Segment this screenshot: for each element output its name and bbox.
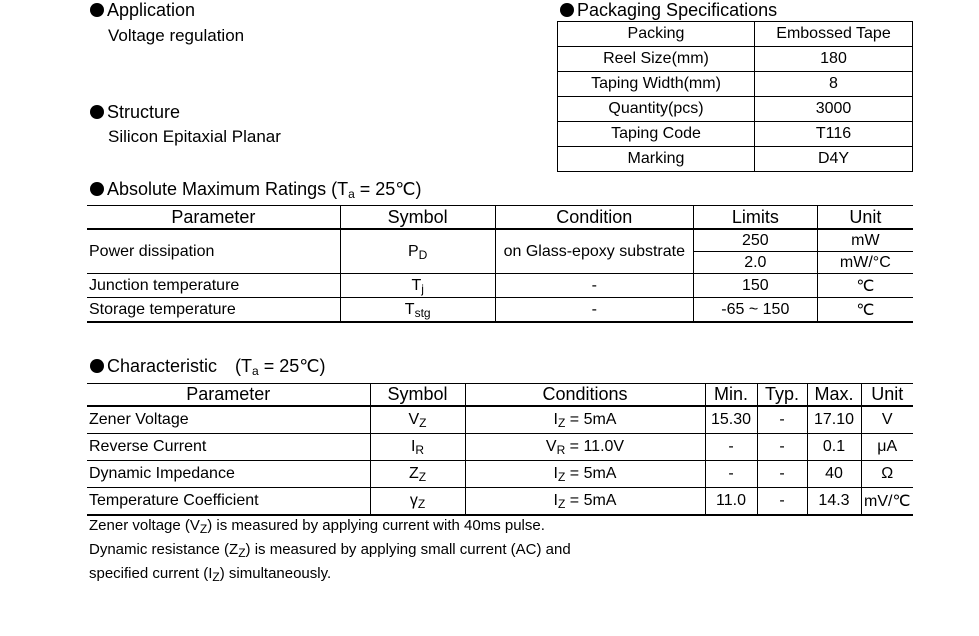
cell-limit: 2.0 [693, 252, 817, 274]
cell-typ: - [757, 461, 807, 488]
symbol-sub: Z [417, 497, 426, 511]
bullet-icon [560, 3, 574, 17]
symbol-main: P [408, 242, 419, 260]
characteristic-heading-text: Characteristic [107, 356, 218, 376]
cell-conditions [465, 434, 705, 461]
cell-min: - [705, 461, 757, 488]
cell-unit: V [861, 406, 913, 434]
abs-max-heading-suffix: = 25℃) [354, 179, 422, 199]
table-row [87, 461, 913, 488]
note-text: ) is measured by applying current with 40ms pulse. [207, 517, 545, 534]
cell-unit: Ω [861, 461, 913, 488]
symbol-sub: j [421, 281, 424, 296]
cell-max: 14.3 [807, 488, 861, 516]
cell-parameter: Zener Voltage [87, 406, 370, 434]
characteristic-heading [90, 356, 325, 376]
cell-min: 11.0 [705, 488, 757, 516]
cell-unit: ℃ [817, 274, 913, 298]
packaging-label: Taping Code [558, 122, 755, 147]
packaging-value: D4Y [755, 147, 913, 172]
packaging-value: 3000 [755, 97, 913, 122]
cell-parameter: Power dissipation [87, 229, 340, 274]
packaging-value: T116 [755, 122, 913, 147]
symbol-main: Z [408, 465, 419, 482]
table-row [87, 274, 913, 298]
abs-max-heading-text: Absolute Maximum Ratings (T [107, 179, 349, 199]
col-parameter: Parameter [87, 384, 370, 407]
cell-symbol [340, 274, 495, 298]
symbol-sub: stg [414, 305, 431, 320]
col-symbol: Symbol [340, 206, 495, 230]
note-text: Dynamic resistance (Z [89, 541, 239, 558]
packaging-label: Reel Size(mm) [558, 47, 755, 72]
cond-sub: Z [557, 497, 566, 511]
cell-max: 40 [807, 461, 861, 488]
packaging-row [558, 22, 913, 47]
col-max: Max. [807, 384, 861, 407]
note-3 [89, 562, 331, 586]
cell-parameter: Storage temperature [87, 298, 340, 323]
col-symbol: Symbol [370, 384, 465, 407]
characteristic-cond-text: (T [235, 356, 253, 376]
cell-symbol [370, 461, 465, 488]
packaging-row [558, 147, 913, 172]
packaging-row [558, 72, 913, 97]
symbol-main: γ [409, 492, 418, 509]
abs-max-table [87, 205, 913, 323]
cell-unit: ℃ [817, 298, 913, 323]
cell-conditions [465, 461, 705, 488]
structure-heading [90, 102, 180, 122]
symbol-sub: D [418, 247, 428, 262]
cell-condition: - [495, 274, 693, 298]
bullet-icon [90, 3, 104, 17]
note-text: specified current (I [89, 565, 213, 582]
cell-typ: - [757, 406, 807, 434]
cond-rest: = 5mA [565, 465, 617, 482]
cell-parameter: Reverse Current [87, 434, 370, 461]
table-header-row [87, 206, 913, 230]
packaging-label: Taping Width(mm) [558, 72, 755, 97]
symbol-main: T [404, 300, 415, 318]
cell-parameter: Junction temperature [87, 274, 340, 298]
col-limits: Limits [693, 206, 817, 230]
cell-symbol [370, 488, 465, 516]
col-unit: Unit [861, 384, 913, 407]
symbol-sub: Z [419, 416, 427, 430]
cell-unit: mW [817, 229, 913, 252]
col-condition: Condition [495, 206, 693, 230]
cell-limit: 250 [693, 229, 817, 252]
col-typ: Typ. [757, 384, 807, 407]
note-2 [89, 538, 571, 562]
bullet-icon [90, 182, 104, 196]
application-heading-text: Application [107, 0, 196, 20]
packaging-label: Quantity(pcs) [558, 97, 755, 122]
packaging-heading-text: Packaging Specifications [577, 0, 778, 20]
note-sub: Z [199, 522, 208, 536]
packaging-value: Embossed Tape [755, 22, 913, 47]
table-row [87, 406, 913, 434]
symbol-main: V [408, 411, 420, 428]
cond-sub: Z [557, 470, 566, 484]
packaging-label: Packing [558, 22, 755, 47]
cond-main: I [553, 492, 558, 509]
note-text: Zener voltage (V [89, 517, 200, 534]
cell-typ: - [757, 488, 807, 516]
cell-limit: 150 [693, 274, 817, 298]
symbol-sub: Z [418, 470, 427, 484]
packaging-value: 180 [755, 47, 913, 72]
characteristic-cond-sub: a [252, 364, 259, 378]
cell-unit: mV/℃ [861, 488, 913, 516]
note-sub: Z [238, 546, 246, 560]
bullet-icon [90, 105, 104, 119]
abs-max-heading [90, 179, 422, 199]
table-row [87, 434, 913, 461]
packaging-value: 8 [755, 72, 913, 97]
symbol-main: T [411, 276, 422, 294]
table-row [87, 488, 913, 516]
cond-rest: = 5mA [565, 411, 617, 428]
abs-max-heading-sub: a [348, 187, 355, 201]
cell-condition: - [495, 298, 693, 323]
cond-main: I [553, 411, 558, 428]
packaging-heading [560, 0, 777, 20]
cond-main: I [553, 465, 558, 482]
cell-parameter: Temperature Coefficient [87, 488, 370, 516]
cond-rest: = 11.0V [565, 438, 625, 455]
cond-rest: = 5mA [565, 492, 617, 509]
structure-text: Silicon Epitaxial Planar [108, 127, 281, 146]
characteristic-table [87, 383, 913, 516]
packaging-row [558, 97, 913, 122]
cell-symbol [370, 406, 465, 434]
application-heading [90, 0, 195, 20]
col-min: Min. [705, 384, 757, 407]
cell-parameter: Dynamic Impedance [87, 461, 370, 488]
cell-unit: mW/°C [817, 252, 913, 274]
cell-min: - [705, 434, 757, 461]
cell-unit: μA [861, 434, 913, 461]
table-header-row [87, 384, 913, 407]
cell-symbol [340, 298, 495, 323]
cell-limit: -65 ~ 150 [693, 298, 817, 323]
bullet-icon [90, 359, 104, 373]
col-conditions: Conditions [465, 384, 705, 407]
packaging-row [558, 122, 913, 147]
cell-symbol [340, 229, 495, 274]
cell-typ: - [757, 434, 807, 461]
note-sub: Z [212, 570, 220, 584]
cell-condition: on Glass-epoxy substrate [495, 229, 693, 274]
symbol-main: I [410, 438, 416, 455]
table-row [87, 229, 913, 252]
packaging-table [557, 21, 913, 172]
cond-sub: Z [557, 416, 566, 430]
note-1 [89, 514, 545, 538]
cell-symbol [370, 434, 465, 461]
note-text: ) is measured by applying small current (AC) and [245, 541, 571, 558]
note-text: ) simultaneously. [219, 565, 332, 582]
cell-max: 17.10 [807, 406, 861, 434]
cell-conditions [465, 406, 705, 434]
packaging-label: Marking [558, 147, 755, 172]
cond-sub: R [556, 443, 566, 457]
cond-main: V [545, 438, 557, 455]
characteristic-cond-suffix: = 25℃) [258, 356, 326, 376]
packaging-row [558, 47, 913, 72]
col-unit: Unit [817, 206, 913, 230]
cell-min: 15.30 [705, 406, 757, 434]
col-parameter: Parameter [87, 206, 340, 230]
symbol-sub: R [415, 443, 425, 457]
cell-max: 0.1 [807, 434, 861, 461]
cell-conditions [465, 488, 705, 516]
structure-heading-text: Structure [107, 102, 181, 122]
application-text: Voltage regulation [108, 26, 245, 45]
table-row [87, 298, 913, 323]
